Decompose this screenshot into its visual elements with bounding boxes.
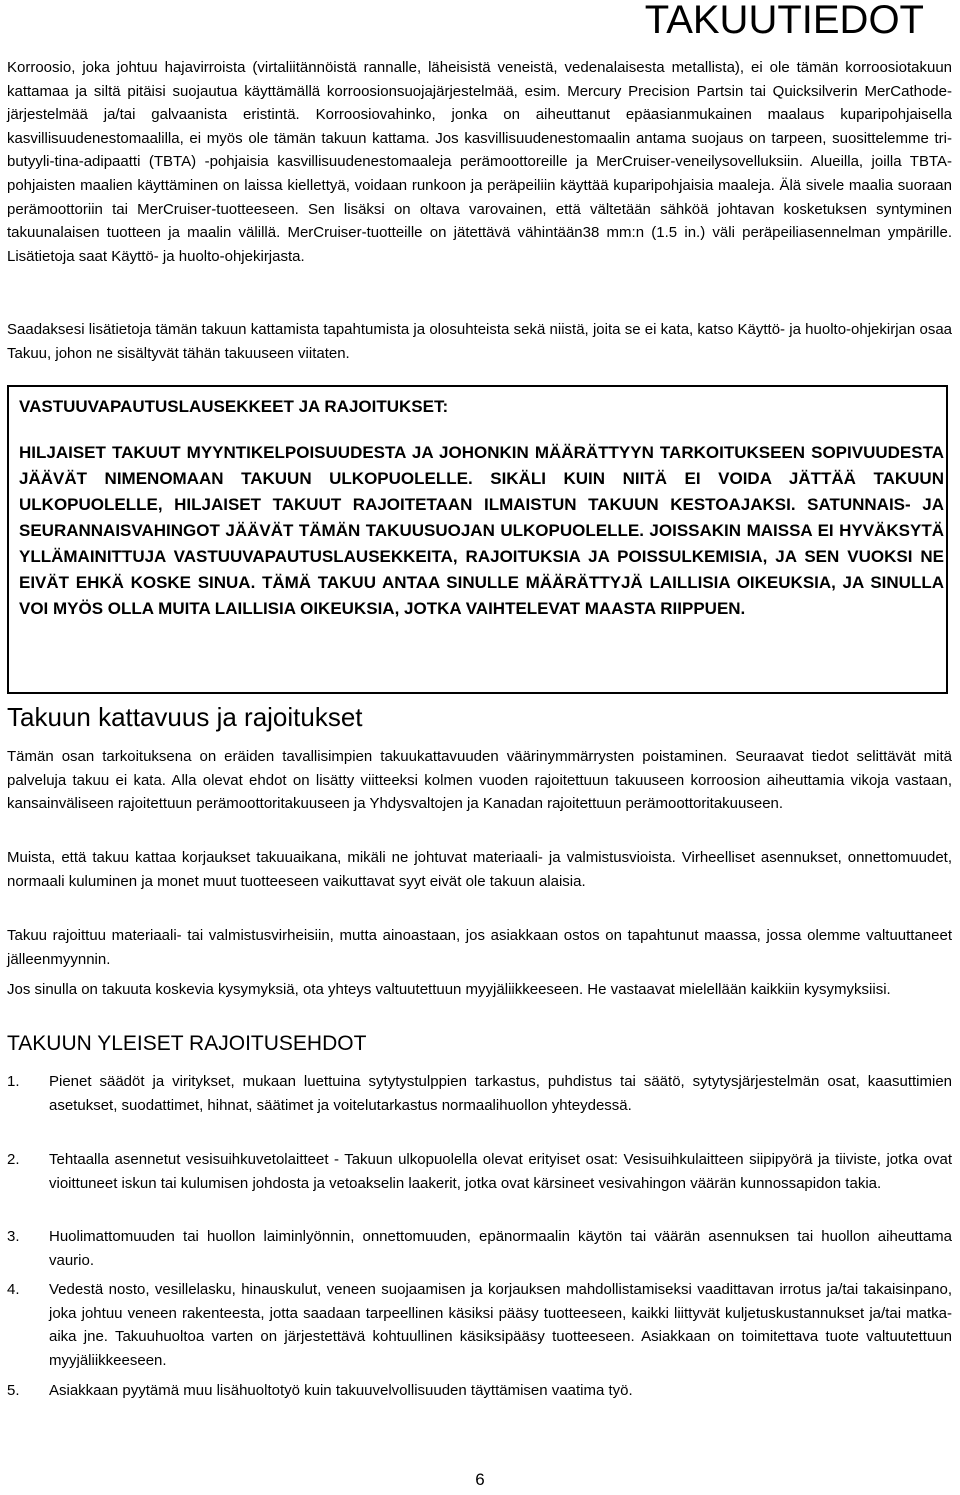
list-item-text: Tehtaalla asennetut vesisuihkuvetolaitteet - Takuun ulkopuolella olevat erityiset osat: Vesisuihkulaitteen siipipyörä ja tiiviste, jotka ovat vioittuneet iskun tai kulumisen johdosta ja vetoakselin laakerit, jotka ovat kärsineet vesivahingon väärän kunnossapidon takia. (49, 1151, 952, 1192)
list-item-text: Pienet säädöt ja viritykset, mukaan luettuina sytytystulppien tarkastus, puhdistus tai säätö, sytytysjärjestelmän osat, kaasuttimien asetukset, suodattimet, hihnat, säätimet ja voitelutarkastus normaalihuollon yhteydessä. (49, 1073, 952, 1114)
disclaimer-body: HILJAISET TAKUUT MYYNTIKELPOISUUDESTA JA JOHONKIN MÄÄRÄTTYYN TARKOITUKSEEN SOPIVUUDESTA JÄÄVÄT NIMENOMAAN TAKUUN ULKOPUOLELLE. SIKÄLI KUIN NIITÄ EI VOIDA JÄTTÄÄ TAKUUN ULKOPUOLELLE, HILJAISET TAKUUT RAJOITETAAN ILMAISTUN TAKUUN KESTOAJAKSI. SATUNNAIS- JA SEURANNAISVAHINGOT JÄÄVÄT TÄMÄN TAKUUSUOJAN ULKOPUOLELLE. JOISSAKIN MAISSA EI HYVÄKSYTÄ YLLÄMAINITTUJA VASTUUVAPAUTUSLAUSEKKEITA, RAJOITUKSIA JA POISSULKEMISIA, JA SEN VUOKSI NE EIVÄT EHKÄ KOSKE SINUA. TÄMÄ TAKUU ANTAA SINULLE MÄÄRÄTTYJÄ LAILLISIA OIKEUKSIA, JA SINULLA VOI MYÖS OLLA MUITA LAILLISIA OIKEUKSIA, JOTKA VAIHTELEVAT MAASTA RIIPPUEN. (19, 443, 944, 618)
general-limits-heading: TAKUUN YLEISET RAJOITUSEHDOT (7, 1032, 367, 1055)
list-item-text: Huolimattomuuden tai huollon laiminlyönnin, onnettomuuden, epänormaalin käytön tai väärän asennuksen tai huollon aiheuttama vaurio. (49, 1228, 952, 1269)
intro-paragraph-more-info: Saadaksesi lisätietoja tämän takuun kattamista tapahtumista ja olosuhteista sekä niistä, joita se ei kata, katso Käyttö- ja huolto-ohjekirjan osaa Takuu, johon ne sisältyvät tähän takuuseen viitaten. (7, 321, 952, 362)
coverage-paragraph-questions: Jos sinulla on takuuta koskevia kysymyksiä, ota yhteys valtuutettuun myyjäliikkeeseen. He vastaavat mielellään kaikkiin kysymyksiisi. (7, 981, 891, 998)
coverage-heading: Takuun kattavuus ja rajoitukset (7, 702, 363, 732)
disclaimer-box (7, 385, 948, 694)
list-item-text: Asiakkaan pyytämä muu lisähuoltotyö kuin takuuvelvollisuuden täyttämisen vaatima työ. (49, 1382, 633, 1399)
list-item (7, 1148, 952, 1195)
intro-paragraph-corrosion: Korroosio, joka johtuu hajavirroista (virtaliitännöistä rannalle, läheisistä veneistä, vedenalaisesta metallista), ei ole tämän korroosiotakuun kattamaa ja siltä pitäisi suojautua käyttämällä korroosionsuojajärjestelmää, esim. Mercury Precision Partsin tai Quicksilverin MerCathode-järjestelmää ja/tai galvaanista eristintä. Korroosiovahinko, jonka on aiheuttanut epäasianmukainen maalaus kuparipohjaisella kasvillisuudenestomaalilla, ei myös ole tämän takuun kattama. Jos kasvillisuudenestomaalin antama suojaus on tarpeen, suosittelemme tri-butyyli-tina-adipaatti (TBTA) -pohjaisia kasvillisuudenestomaaleja perämoottoreille ja MerCruiser-veneilysovelluksiin. Alueilla, joilla TBTA-pohjaisten maalien käyttäminen on laissa kiellettyä, voidaan runkoon ja peräpeiliin käyttää kuparipohjaisia maaleja. Älä sivele maalia suoraan perämoottoriin tai MerCruiser-tuotteeseen. Sen lisäksi on oltava varovainen, että vältetään sähköä johtavan kosketuksen syntyminen takuunalaisen tuotteen ja maalin välillä. MerCruiser-tuotteille on jätettävä vähintään38 mm:n (1.5 in.) väli peräpeiliasennelman ympärille. Lisätietoja saat Käyttö- ja huolto-ohjekirjasta. (7, 59, 952, 265)
list-item-number: 5. (7, 1382, 20, 1399)
page-title: TAKUUTIEDOT (644, 0, 924, 42)
list-item-number: 4. (7, 1281, 20, 1298)
coverage-paragraph-repairs: Muista, että takuu kattaa korjaukset takuuaikana, mikäli ne johtuvat materiaali- ja valmistusvioista. Virheelliset asennukset, onnettomuudet, normaali kuluminen ja monet muut tuotteeseen vaikuttavat syyt eivät ole takuun alaisia. (7, 849, 952, 890)
coverage-paragraph-limits: Takuu rajoittuu materiaali- tai valmistusvirheisiin, mutta ainoastaan, jos asiakkaan ostos on tapahtunut maassa, jossa olemme valtuuttaneet jälleenmyynnin. (7, 927, 952, 968)
list-item (7, 1278, 952, 1372)
list-item-number: 2. (7, 1151, 20, 1168)
list-item-text: Vedestä nosto, vesillelasku, hinauskulut, veneen suojaamisen ja korjauksen mahdollistamiseksi vaadittavan irrotus ja/tai takaisinpano, joka johtuu veneen rakenteesta, jotta saadaan tarpeellinen käsiksi pääsy tuotteeseen, kaikki liittyvät kuljetuskustannukset ja/tai matka-aika jne. Takuuhuoltoa varten on järjestettävä kohtuullinen käsiksipääsy tuotteeseen. Asiakkaan on toimitettava tuote valtuutettuun myyjäliikkeeseen. (49, 1281, 952, 1369)
coverage-paragraph-purpose: Tämän osan tarkoituksena on eräiden tavallisimpien takuukattavuuden väärinymmärrysten poistaminen. Seuraavat tiedot selittävät mitä palveluja takuu ei kata. Alla olevat ehdot on lisätty viitteeksi kolmen vuoden rajoitettuun takuuseen korroosion aiheuttamia vikoja vastaan, kansainväliseen rajoitettuun perämoottoritakuuseen ja Yhdysvaltojen ja Kanadan rajoitettuun perämoottoritakuuseen. (7, 748, 952, 813)
list-item-number: 1. (7, 1073, 20, 1090)
disclaimer-heading: VASTUUVAPAUTUSLAUSEKKEET JA RAJOITUKSET: (19, 397, 449, 416)
list-item-number: 3. (7, 1228, 20, 1245)
page-number: 6 (475, 1470, 485, 1489)
list-item (7, 1070, 952, 1117)
list-item (7, 1379, 952, 1403)
list-item (7, 1225, 952, 1272)
